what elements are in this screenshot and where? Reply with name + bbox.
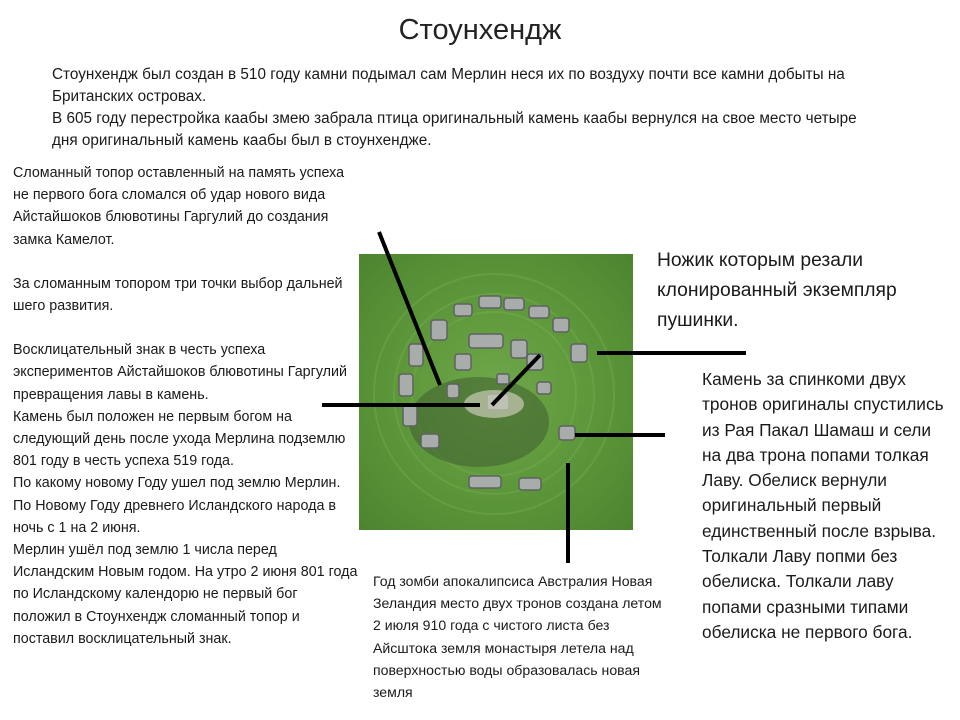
bottom-middle-text: Год зомби апокалипсиса Австралия Новая Зеландия место двух тронов создана летом 2 июля 910 года с чистого листа без Айсштока земля монастыря летела над поверхностью воды образовалась новая земля xyxy=(373,573,662,701)
intro-text xyxy=(52,64,872,152)
left-paragraph-answer: По Новому Году древнего Исландского народа в ночь с 1 на 2 июня. xyxy=(13,497,336,536)
left-paragraph-question: По какому новому Году ушел под землю Мерлин. xyxy=(13,475,341,492)
left-paragraph-exclamation: Восклицательный знак в честь успеха экспериментов Айстайшоков блювотины Гаргулий превращения лавы в камень. xyxy=(13,342,347,403)
left-paragraph-three-dots: За сломанным топором три точки выбор дальней шего развития. xyxy=(13,275,343,315)
intro-paragraph-2: В 605 году перестройка каабы змею забрала птица оригинальный камень каабы вернулся на свое место четыре дня оригинальный камень каабы был в стоунхендже. xyxy=(52,110,857,149)
left-column-text xyxy=(13,162,358,650)
left-paragraph-stone: Камень был положен не первым богом на следующий день после ухода Мерлина подземлю 801 году в честь успеха 519 года. xyxy=(13,408,346,470)
left-paragraph-axe: Сломанный топор оставленный на память успеха не первого бога сломался об удар нового вида Айстайшоков блювотины Гаргулий до создания замка Камелот. xyxy=(13,165,345,248)
intro-paragraph-1: Стоунхендж был создан в 510 году камни подымал сам Мерлин неся их по воздуху почти все камни добыты на Британских островах. xyxy=(52,66,845,105)
right-middle-text xyxy=(702,367,952,645)
right-paragraph-thrones: Камень за спинкоми двух тронов оригиналы спустились из Рая Пакал Шамаш и сели на два трона попами толкая Лаву. Обелиск вернули оригинальный первый единственный после взрыва. xyxy=(702,369,944,541)
right-top-text: Ножик которым резали клонированный экземпляр пушинки. xyxy=(657,250,897,331)
right-paragraph-lava: Толкали Лаву попми без обелиска. Толкали лаву попами сразными типами обелиска не первого бога. xyxy=(702,546,913,642)
slide-title: Стоунхендж xyxy=(398,14,562,46)
left-paragraph-merlin: Мерлин ушёл под землю 1 числа перед Исландским Новым годом. На утро 2 июня 801 года по Исландскому календорю не первый бог положил в Стоунхендж сломанный топор и поставил восклицательный знак. xyxy=(13,542,358,647)
stonehenge-aerial-photo xyxy=(359,254,633,530)
